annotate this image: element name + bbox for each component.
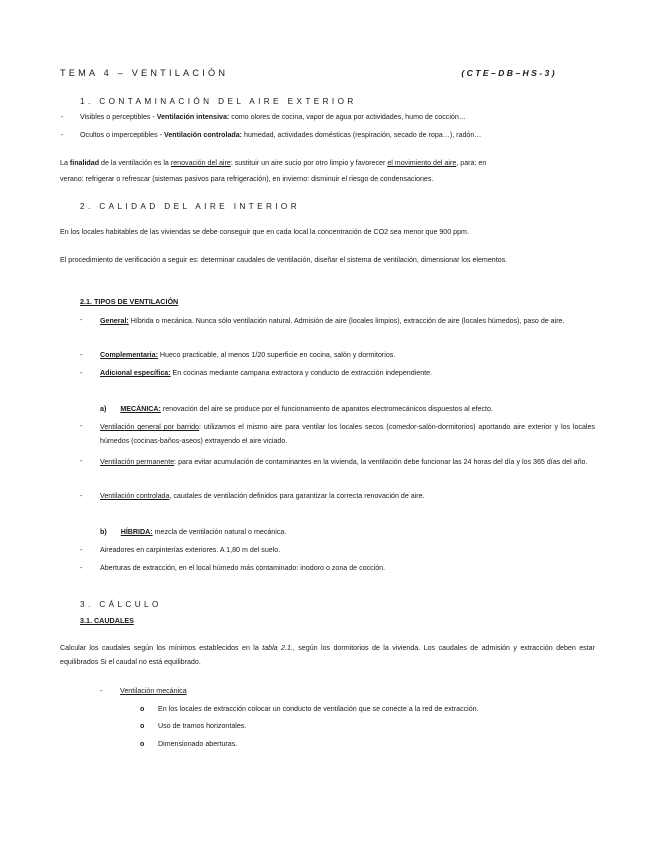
list-item: Visibles o perceptibles - Ventilación intensiva: como olores de cocina, vapor de agua por actividades, humo de cocción…: [80, 113, 466, 121]
circle-bullet: o: [140, 722, 145, 730]
bullet: -: [80, 457, 83, 465]
list-item: Ocultos o imperceptibles - Ventilación controlada: humedad, actividades domésticas (respiración, secado de ropa…), radón…: [80, 131, 482, 139]
section-3-heading: 3. CÁLCULO: [80, 600, 162, 609]
bullet: -: [80, 351, 83, 359]
bullet: -: [80, 316, 83, 324]
list-item: Ventilación general por barrido: utilizamos el mismo aire para ventilar los locales secos (comedor-salón-dormitorios) aportando aire exterior y los locales húmedos (cocinas-baños-aseos) extrayendo el aire viciado.: [100, 423, 595, 445]
list-item: Ventilación controlada, caudales de ventilación definidos para garantizar la correcta renovación de aire.: [100, 492, 425, 500]
bullet: -: [61, 113, 64, 121]
list-item: Uso de tramos horizontales.: [158, 722, 247, 730]
paragraph: En los locales habitables de las viviendas se debe conseguir que en cada local la concentración de CO2 sea menor que 900 ppm.: [60, 228, 469, 236]
list-item: Adicional específica: En cocinas mediante campana extractora y conducto de extracción independiente.: [100, 369, 433, 377]
document-reference: (CTE–DB–HS-3): [461, 68, 557, 78]
paragraph: Calcular los caudales según los mínimos establecidos en la tabla 2.1., según los dormitorios de la vivienda. Los caudales de admisión y extracción deben estar equilibrados Si el caudal no está equilibrado.: [60, 644, 595, 666]
list-item: Dimensionado aberturas.: [158, 740, 238, 748]
list-item: Aberturas de extracción, en el local húmedo más contaminado: inodoro o zona de cocción.: [100, 564, 386, 572]
list-item: Ventilación mecánica: [120, 687, 187, 695]
hibrida-item: b) HÍBRIDA: mezcla de ventilación natural o mecánica.: [100, 528, 287, 536]
bullet: -: [80, 564, 83, 572]
mecanica-item: a) MECÁNICA: renovación del aire se produce por el funcionamiento de aparatos electromecánicos dispuestos al efecto.: [100, 405, 493, 413]
circle-bullet: o: [140, 740, 145, 748]
bullet: -: [80, 369, 83, 377]
section-2-heading: 2. CALIDAD DEL AIRE INTERIOR: [80, 202, 301, 211]
paragraph-line: La finalidad de la ventilación es la renovación del aire: sustituir un aire sucio por otro limpio y favorecer el movimiento del aire, para: en: [60, 159, 487, 167]
list-item: Aireadores en carpinterías exteriores. A 1,80 m del suelo.: [100, 546, 281, 554]
page-title: TEMA 4 – VENTILACIÓN: [60, 68, 229, 78]
bullet: -: [80, 492, 83, 500]
paragraph: El procedimiento de verificación a seguir es: determinar caudales de ventilación, diseñar el sistema de ventilación, dimensionar los elementos.: [60, 256, 508, 264]
bullet: -: [61, 131, 64, 139]
bullet: -: [80, 422, 83, 430]
section-1-heading: 1. CONTAMINACIÓN DEL AIRE EXTERIOR: [80, 97, 357, 106]
circle-bullet: o: [140, 705, 145, 713]
bullet: -: [80, 546, 83, 554]
subsection-heading: 2.1. TIPOS DE VENTILACIÓN: [80, 297, 179, 306]
list-item: Ventilación permanente: para evitar acumulación de contaminantes en la vivienda, la ventilación debe funcionar las 24 horas del día y los 365 días del año.: [100, 458, 588, 466]
subsection-heading: 3.1. CAUDALES: [80, 616, 134, 625]
list-item: General: Híbrida o mecánica. Nunca sólo ventilación natural. Admisión de aire (locales limpios), extracción de aire (locales húmedos), paso de aire.: [100, 317, 565, 325]
list-item: En los locales de extracción colocar un conducto de ventilación que se conecte a la red de extracción.: [158, 705, 479, 713]
list-item: Complementaria: Hueco practicable, al menos 1/20 superficie en cocina, salón y dormitorios.: [100, 351, 396, 359]
paragraph-line: verano: refrigerar o refrescar (sistemas pasivos para refrigeración), en invierno: disminuir el riesgo de condensaciones.: [60, 175, 434, 183]
bullet: -: [100, 687, 103, 695]
